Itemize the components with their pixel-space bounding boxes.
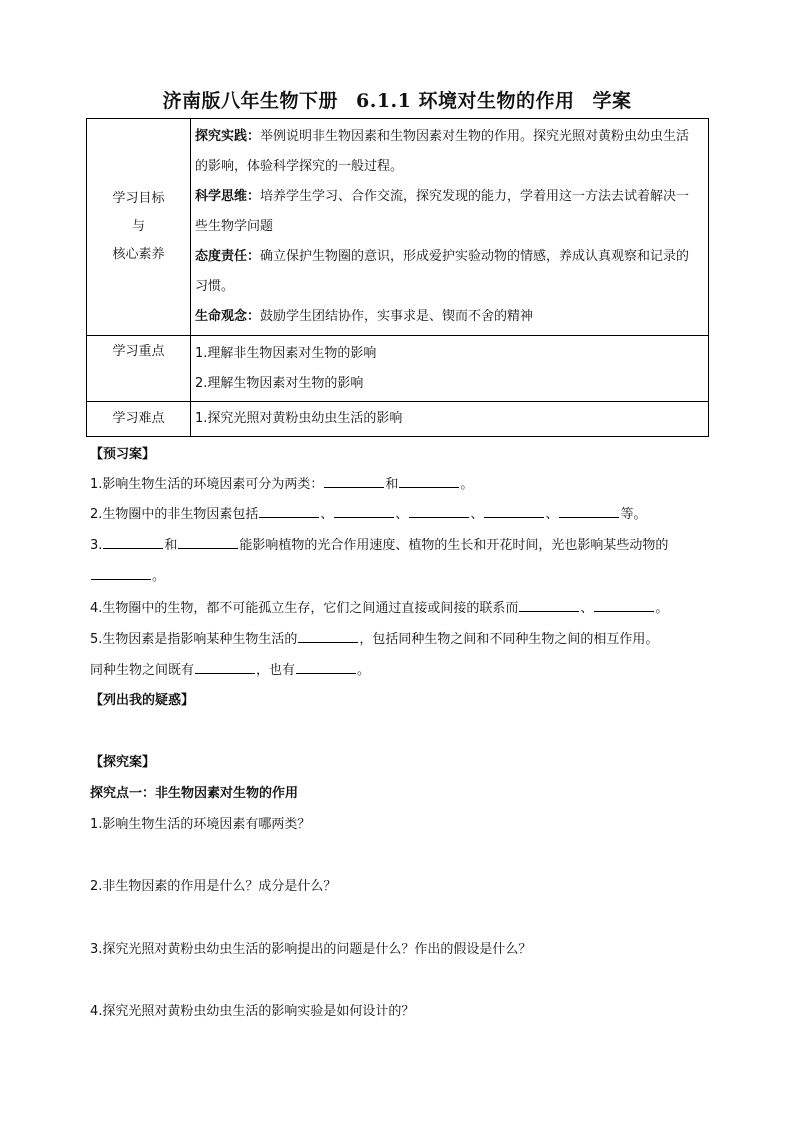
explore-question: 4.探究光照对黄粉虫幼虫生活的影响实验是如何设计的？ [90, 1004, 415, 1019]
answer-blank[interactable] [409, 505, 469, 518]
key-points-content: 1.理解非生物因素对生物的影响 2.理解生物因素对生物的影响 [191, 336, 709, 402]
preview-q3: 3. 和 能影响植物的光合作用速度、植物的生长和开花时间，光也影响某些动物的 [90, 538, 669, 553]
answer-blank[interactable] [559, 505, 619, 518]
answer-blank[interactable] [178, 536, 238, 549]
preview-q5-cont: 同种生物之间既有 ，也有 。 [90, 663, 371, 678]
preview-heading: 【预习案】 [90, 447, 156, 462]
table-row [87, 402, 709, 437]
goals-label: 学习目标 与 核心素养 [87, 119, 191, 336]
page-title: 济南版八年生物下册 6.1.1 环境对生物的作用 学案 [162, 90, 632, 112]
answer-blank[interactable] [324, 475, 384, 488]
answer-blank[interactable] [298, 630, 358, 643]
explore-question: 3.探究光照对黄粉虫幼虫生活的影响提出的问题是什么？作出的假设是什么？ [90, 942, 532, 957]
answer-blank[interactable] [594, 599, 654, 612]
difficulty-content: 1.探究光照对黄粉虫幼虫生活的影响 [191, 402, 709, 437]
preview-q1: 1.影响生物生活的环境因素可分为两类： 和 。 [90, 477, 474, 492]
answer-blank[interactable] [103, 536, 163, 549]
preview-q2: 2.生物圈中的非生物因素包括 、 、 、 、 等。 [90, 507, 647, 522]
difficulty-label: 学习难点 [87, 402, 191, 437]
answer-blank[interactable] [259, 505, 319, 518]
answer-blank[interactable] [399, 475, 459, 488]
answer-blank[interactable] [195, 661, 255, 674]
explore-point-1: 探究点一：非生物因素对生物的作用 [90, 786, 299, 801]
explore-heading: 【探究案】 [90, 755, 156, 770]
key-points-label: 学习重点 [87, 336, 191, 402]
answer-blank[interactable] [334, 505, 394, 518]
explore-question: 2.非生物因素的作用是什么？成分是什么？ [90, 879, 337, 894]
goal-item: 态度责任：确立保护生物圈的意识，形成爱护实验动物的情感，养成认真观察和记录的习惯。 [195, 249, 690, 294]
table-row [87, 336, 709, 402]
goals-table [86, 118, 709, 437]
goals-content [191, 119, 709, 336]
doubts-heading: 【列出我的疑惑】 [90, 693, 195, 708]
answer-blank[interactable] [519, 599, 579, 612]
goal-item: 探究实践：举例说明非生物因素和生物因素对生物的作用。探究光照对黄粉虫幼虫生活的影响，体验科学探究的一般过程。 [195, 129, 690, 174]
answer-blank[interactable] [296, 661, 356, 674]
goal-item: 生命观念：鼓励学生团结协作，实事求是、锲而不舍的精神 [195, 309, 534, 324]
goal-item: 科学思维：培养学生学习、合作交流，探究发现的能力，学着用这一方法去试着解决一些生物学问题 [195, 189, 690, 234]
answer-blank[interactable] [91, 567, 151, 580]
answer-blank[interactable] [484, 505, 544, 518]
table-row [87, 119, 709, 336]
preview-q3-cont: 。 [90, 565, 165, 584]
preview-q5: 5.生物因素是指影响某种生物生活的 ，包括同种生物之间和不同种生物之间的相互作用。 [90, 632, 659, 647]
explore-question: 1.影响生物生活的环境因素有哪两类？ [90, 817, 311, 832]
preview-q4: 4.生物圈中的生物，都不可能孤立生存，它们之间通过直接或间接的联系而 、 。 [90, 601, 669, 616]
